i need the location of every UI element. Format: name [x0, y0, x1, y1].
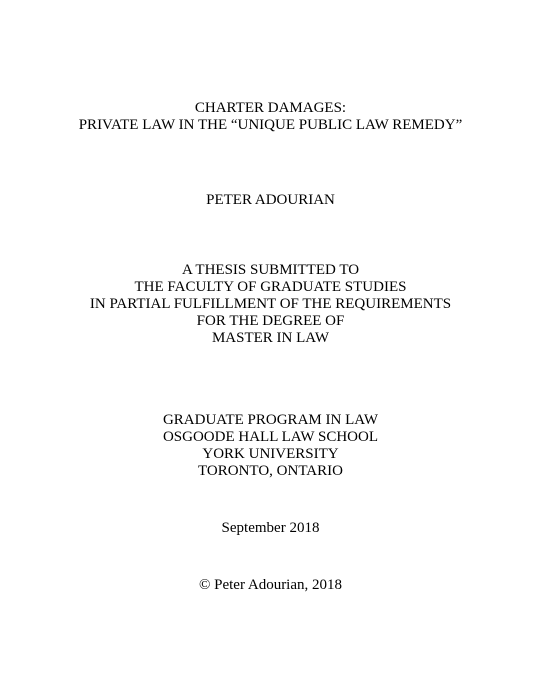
- thesis-statement-line-3: IN PARTIAL FULFILLMENT OF THE REQUIREMENTS: [89, 296, 452, 312]
- thesis-title: [0, 100, 541, 134]
- program-line-4: TORONTO, ONTARIO: [198, 463, 343, 479]
- copyright-notice: © Peter Adourian, 2018: [198, 577, 343, 593]
- thesis-title-line-1: CHARTER DAMAGES:: [194, 100, 347, 116]
- thesis-statement-line-4: FOR THE DEGREE OF: [196, 313, 345, 329]
- thesis-statement-line-1: A THESIS SUBMITTED TO: [181, 262, 360, 278]
- thesis-statement-line-5: MASTER IN LAW: [211, 330, 330, 346]
- author-name-block: [0, 192, 541, 209]
- program-line-1: GRADUATE PROGRAM IN LAW: [162, 412, 379, 428]
- program-line-3: YORK UNIVERSITY: [202, 446, 339, 462]
- copyright-notice-block: [0, 577, 541, 594]
- program-info: [0, 412, 541, 480]
- author-name: PETER ADOURIAN: [206, 192, 335, 208]
- submission-date-block: [0, 520, 541, 537]
- program-line-2: OSGOODE HALL LAW SCHOOL: [162, 429, 379, 445]
- thesis-title-line-2: PRIVATE LAW IN THE “UNIQUE PUBLIC LAW REMEDY”: [78, 117, 463, 133]
- thesis-statement: [0, 262, 541, 347]
- thesis-statement-line-2: THE FACULTY OF GRADUATE STUDIES: [134, 279, 407, 295]
- submission-date: September 2018: [221, 520, 320, 536]
